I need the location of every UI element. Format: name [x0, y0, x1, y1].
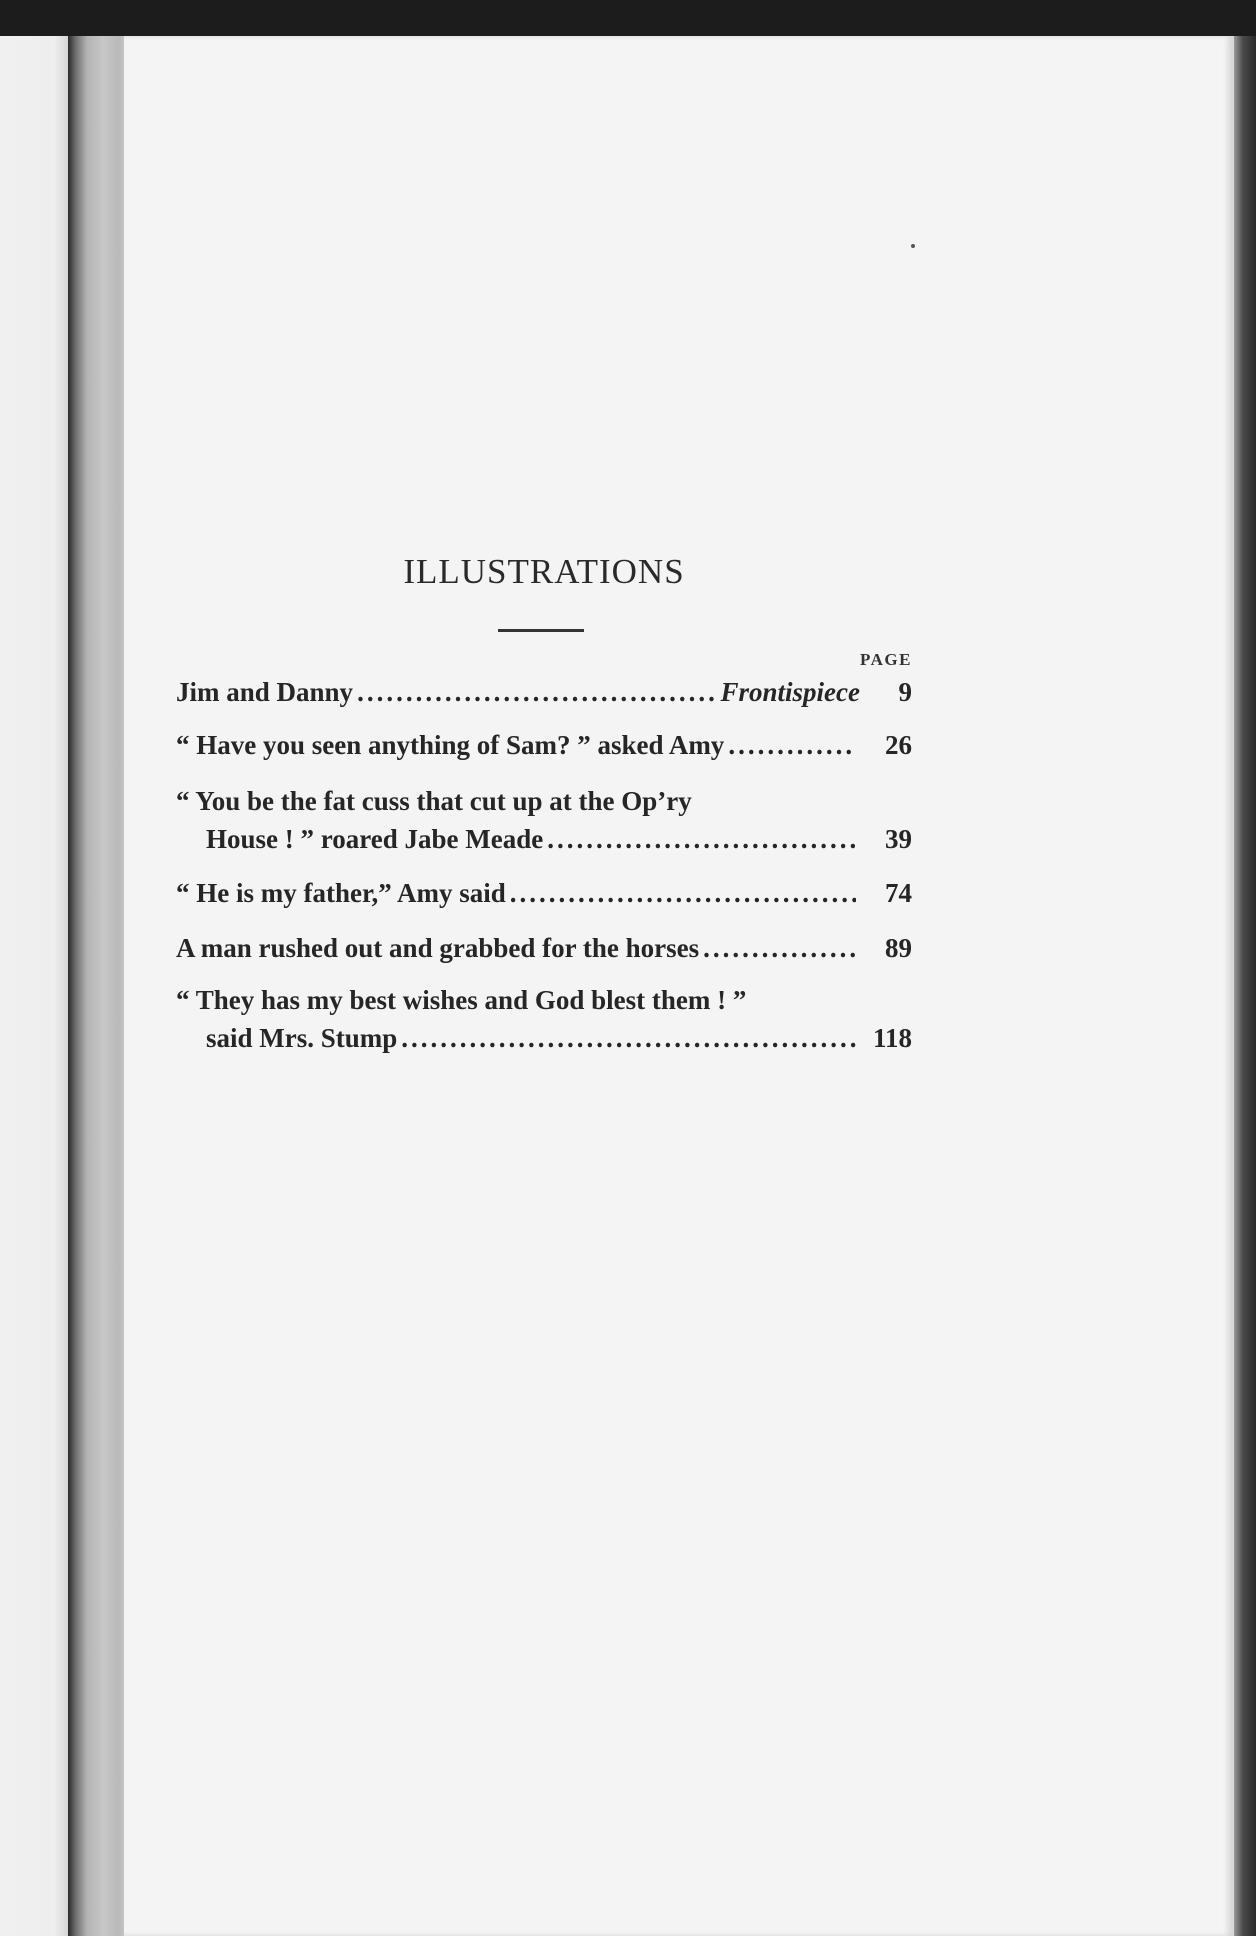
dot-leader — [703, 929, 856, 967]
facing-page-edge — [0, 36, 68, 1936]
list-item — [176, 874, 912, 912]
entry-line-continued — [176, 820, 912, 858]
paper-speck — [911, 244, 915, 248]
entry-line — [176, 874, 912, 912]
entry-page-number: 26 — [885, 730, 912, 760]
list-item — [176, 673, 912, 711]
entry-line — [176, 726, 912, 764]
list-item — [176, 782, 912, 858]
entry-caption: “ Have you seen anything of Sam? ” asked Amy — [176, 730, 725, 760]
book-gutter — [68, 36, 132, 1936]
entry-caption: Jim and Danny — [176, 677, 354, 707]
list-item — [176, 929, 912, 967]
entry-plate-label: Frontispiece — [720, 677, 860, 707]
entry-caption: A man rushed out and grabbed for the horses — [176, 933, 700, 963]
entry-caption: “ He is my father,” Amy said — [176, 878, 506, 908]
page-fore-edge — [1234, 36, 1256, 1936]
list-item — [176, 981, 912, 1057]
list-item — [176, 726, 912, 764]
entry-page-number: 39 — [885, 824, 912, 854]
entry-line — [176, 929, 912, 967]
entry-line — [176, 782, 912, 820]
dot-leader — [728, 726, 856, 764]
entry-caption-continued: House ! ” roared Jabe Meade — [206, 824, 544, 854]
entry-line — [176, 673, 912, 711]
dot-leader — [547, 820, 856, 858]
entry-page-number: 118 — [872, 1023, 912, 1053]
entry-line-continued — [176, 1019, 912, 1057]
entry-line — [176, 981, 912, 1019]
title-rule — [498, 629, 584, 632]
dot-leader — [357, 673, 716, 711]
entry-caption: “ They has my best wishes and God blest them ! ” — [176, 985, 747, 1015]
entry-caption-continued: said Mrs. Stump — [206, 1023, 398, 1053]
entry-page-number: 9 — [898, 677, 912, 707]
page-title: ILLUSTRATIONS — [403, 552, 685, 591]
entry-page-number: 74 — [885, 878, 912, 908]
dot-leader — [510, 874, 856, 912]
entry-page-number: 89 — [885, 933, 912, 963]
page-column-header: PAGE — [860, 650, 912, 669]
dot-leader — [401, 1019, 856, 1057]
entry-caption: “ You be the fat cuss that cut up at the Op’ry — [176, 786, 692, 816]
